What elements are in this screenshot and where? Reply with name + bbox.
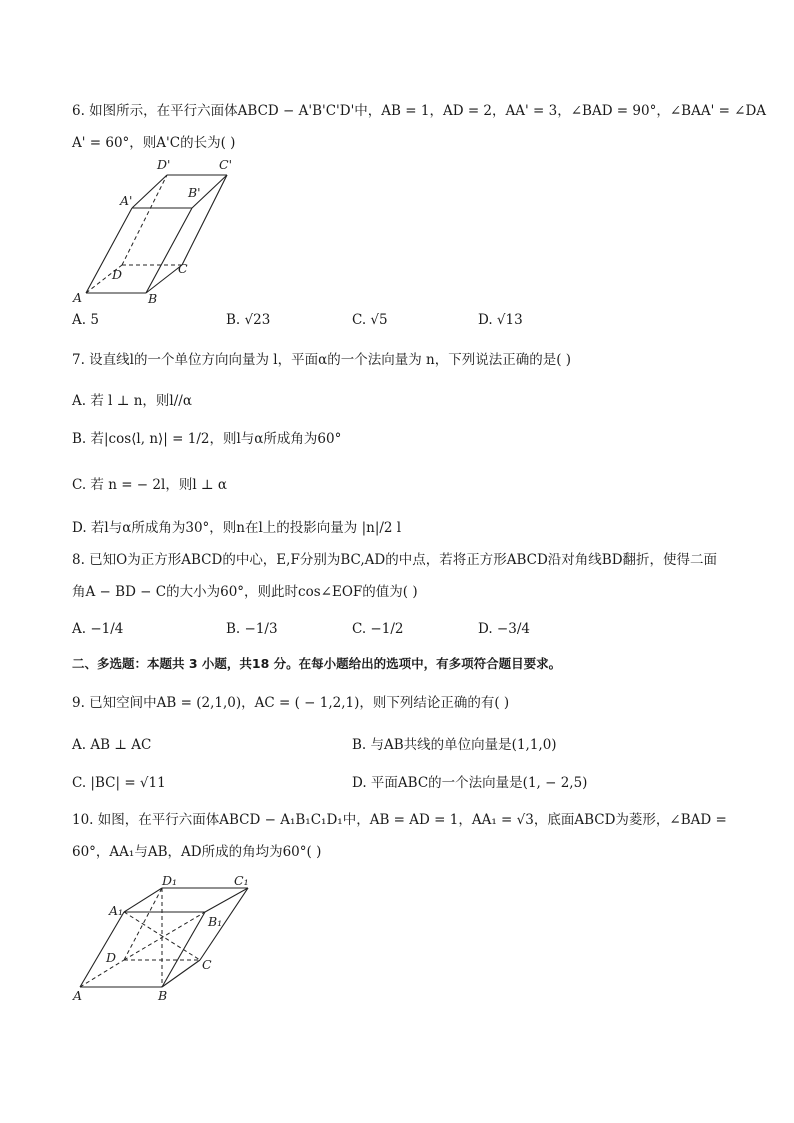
q10-stem-line1: 10. 如图，在平行六面体ABCD − A₁B₁C₁D₁中，AB = AD = 1，AA₁ = √3，底面ABCD为菱形，∠BAD = (72, 812, 727, 828)
q10-label-b1: B₁ (208, 914, 223, 929)
q6-label-c1: C' (219, 157, 233, 172)
q6-figure (72, 155, 233, 306)
q10-label-b: B (158, 988, 168, 1003)
q6-label-b: B (148, 291, 158, 306)
q6-option-a: A. 5 (72, 312, 99, 328)
q8-option-c: C. −1/2 (352, 621, 404, 637)
q7-option-b: B. 若|cos⟨l, n⟩| = 1/2，则l与α所成角为60° (72, 431, 342, 447)
q7-option-a: A. 若 l ⊥ n，则l//α (72, 393, 192, 409)
q7-option-c: C. 若 n = − 2l，则l ⊥ α (72, 477, 228, 493)
q7-option-d: D. 若l与α所成角为30°，则n在l上的投影向量为 |n|/2 l (72, 520, 402, 536)
q8-stem-line2: 角A − BD − C的大小为60°，则此时cos∠EOF的值为( ) (72, 584, 418, 600)
q8-stem-line1: 8. 已知O为正方形ABCD的中心，E,F分别为BC,AD的中点，若将正方形ABCD沿对角线BD翻折，使得二面 (72, 552, 718, 568)
q6-label-b1: B' (188, 185, 201, 200)
q10-figure (72, 872, 262, 1007)
q6-option-b: B. √23 (226, 312, 271, 328)
q10-stem-line2: 60°，AA₁与AB，AD所成的角均为60°( ) (72, 844, 322, 860)
q9-stem: 9. 已知空间中AB = (2,1,0)，AC = ( − 1,2,1)，则下列结论正确的有( ) (72, 695, 510, 711)
q10-label-a: A (73, 988, 83, 1003)
q9-option-d: D. 平面ABC的一个法向量是(1, − 2,5) (352, 775, 588, 791)
q10-label-a1: A₁ (109, 903, 124, 918)
q9-option-c: C. |BC| = √11 (72, 775, 166, 791)
q10-label-c: C (202, 957, 212, 972)
q6-label-a1: A' (120, 193, 133, 208)
q8-option-b: B. −1/3 (226, 621, 278, 637)
q6-label-c: C (178, 261, 188, 276)
q6-stem-line2: A' = 60°，则A'C的长为( ) (72, 135, 236, 151)
q8-option-a: A. −1/4 (72, 621, 124, 637)
q8-option-d: D. −3/4 (478, 621, 530, 637)
q9-option-a: A. AB ⊥ AC (72, 737, 152, 753)
q10-label-d: D (106, 950, 117, 965)
q6-label-a: A (73, 290, 83, 305)
section-heading-multiple-choice: 二、多选题：本题共 3 小题，共18 分。在每小题给出的选项中，有多项符合题目要求。 (72, 656, 562, 671)
q6-label-d1: D' (157, 157, 171, 172)
q6-option-d: D. √13 (478, 312, 523, 328)
q10-label-c1: C₁ (234, 873, 249, 888)
q9-option-b: B. 与AB共线的单位向量是(1,1,0) (352, 737, 557, 753)
q10-label-d1: D₁ (162, 873, 178, 888)
q7-stem: 7. 设直线l的一个单位方向向量为 l，平面α的一个法向量为 n，下列说法正确的是( ) (72, 352, 572, 368)
q6-label-d: D (112, 267, 123, 282)
q6-stem-line1: 6. 如图所示，在平行六面体ABCD − A'B'C'D'中，AB = 1，AD = 2，AA' = 3，∠BAD = 90°，∠BAA' = ∠DA (72, 103, 767, 119)
q6-option-c: C. √5 (352, 312, 388, 328)
